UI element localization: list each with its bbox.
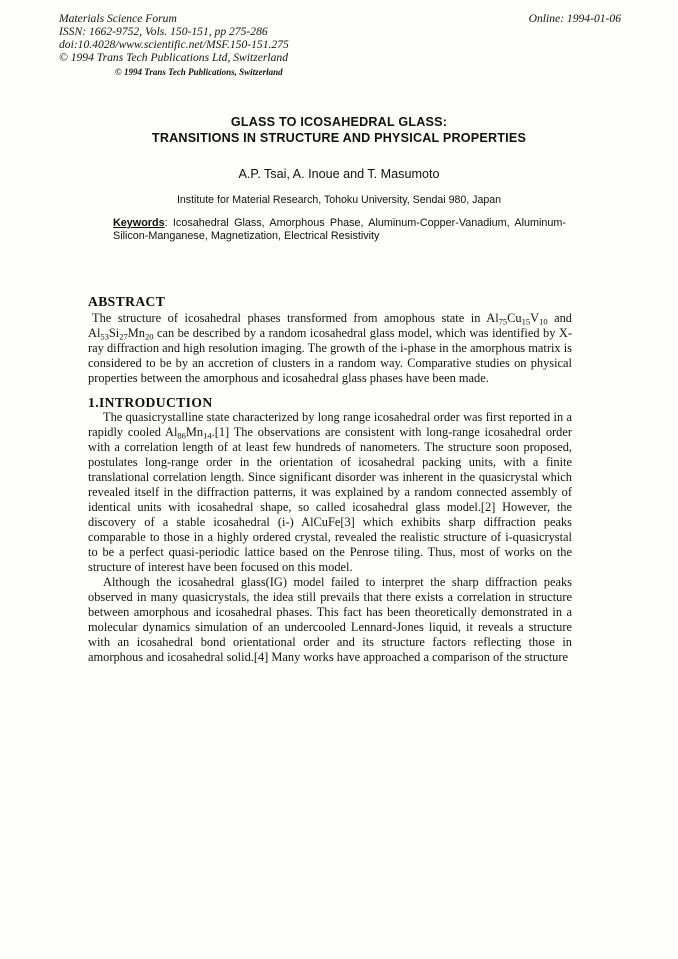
abstract-paragraph: The structure of icosahedral phases transformed from amophous state in $Al_{75}Cu_{15}V_{10}$ and $Al_{53}Si_{27}Mn_{20}$ can be described by a random icosahedral glass model, which was identified by X-ray diffraction and high resolution imaging. The growth of the i-phase in the amorphous matrix is considered to be by an accretion of clusters in a random way. Comparative studies on physical properties between the amorphous and icosahedral glass phases have been made. (88, 311, 572, 385)
online-date: Online: 1994-01-06 (528, 12, 621, 25)
keywords-text: : Icosahedral Glass, Amorphous Phase, Aluminum-Copper-Vanadium, Aluminum-Silicon-Manganese, Magnetization, Electrical Resistivity (113, 217, 566, 242)
issn-line: ISSN: 1662-9752, Vols. 150-151, pp 275-286 (59, 25, 268, 38)
keywords-block (113, 217, 566, 243)
main-text-column (88, 294, 572, 665)
journal-info-block (59, 12, 289, 64)
affiliation-line: Institute for Material Research, Tohoku University, Sendai 980, Japan (176, 194, 502, 206)
introduction-heading: 1.INTRODUCTION (88, 395, 213, 410)
journal-name: Materials Science Forum (59, 12, 177, 25)
intro-paragraph-1: The quasicrystalline state characterized by long range icosahedral order was first reported in a rapidly cooled $Al_{86}Mn_{14}.[1]$ The observations are consistent with long-range icosahedral order with a correlation length of at least few hundreds of nanometers. The structure soon proposed, postulates long-range order in the orientation of icosahedral packing units, with a finite translational correlation length. Since significant disorder was inherent in the quasicrystal which revealed itself in the diffraction patterns, it was explained by a random connected assembly of identical units with icosahedral shape, so called icosahedral glass model.[2] However, the discovery of a stable icosahedral (i-) AlCuFe[3] which exhibits sharp diffraction peaks comparable to those in a highly ordered crystal, revealed the realistic structure of i-quasicrystal to be a perfect quasi-periodic lattice based on the Penrose tiling. Thus, most of works on the structure of interest have been focused on this model. (88, 410, 572, 574)
abstract-heading: ABSTRACT (88, 294, 166, 309)
paper-title (0, 114, 678, 146)
copyright-line: © 1994 Trans Tech Publications Ltd, Switzerland (59, 51, 289, 64)
doi-line: doi:10.4028/www.scientific.net/MSF.150-151.275 (59, 38, 289, 51)
paper-title-line1: GLASS TO ICOSAHEDRAL GLASS: (230, 115, 448, 129)
intro-paragraph-2: Although the icosahedral glass(IG) model failed to interpret the sharp diffraction peaks observed in many quasicrystals, the idea still prevails that there exists a correlation in structure between amorphous and icosahedral phases. This fact has been theoretically demonstrated in a molecular dynamics simulation of an undercooled Lennard-Jones liquid, it reveals a structure with an icosahedral bond orientational order and its structure factors reflecting those in amorphous and icosahedral solid.[4] Many works have approached a comparison of the structure (88, 575, 572, 664)
publisher-stamp: © 1994 Trans Tech Publications, Switzerland (115, 67, 283, 77)
paper-title-line2: TRANSITIONS IN STRUCTURE AND PHYSICAL PROPERTIES (151, 131, 527, 145)
keywords-label: Keywords (113, 217, 165, 229)
page-header (0, 0, 678, 64)
authors-line: A.P. Tsai, A. Inoue and T. Masumoto (238, 167, 440, 181)
